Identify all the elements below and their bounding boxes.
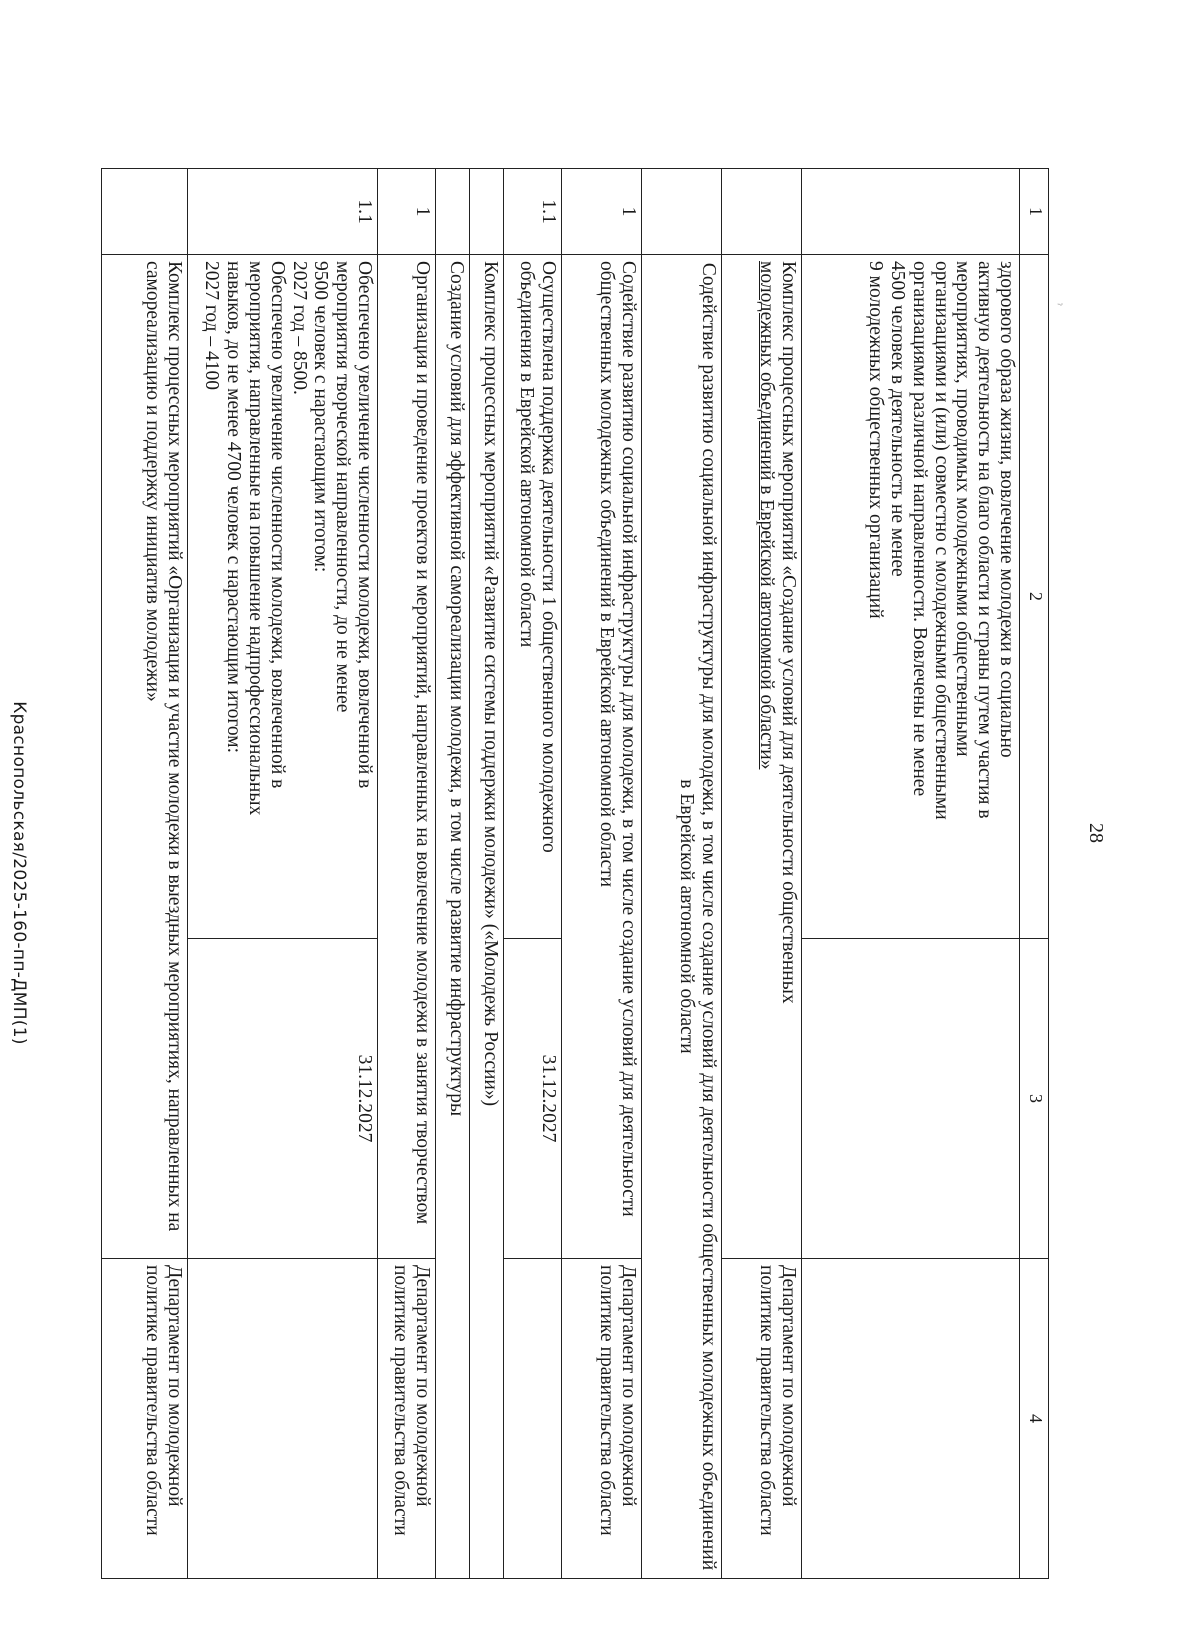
- row-number: [802, 169, 1020, 255]
- text-line: Обеспечено увеличение численности молодежи, вовлеченной в: [266, 261, 288, 789]
- scan-mark: ˀ: [1052, 303, 1063, 306]
- responsible-cell: Департамент по молодежной политике правительства области: [378, 1259, 436, 1579]
- result-text: [188, 255, 378, 939]
- responsible-cell: [504, 1259, 562, 1579]
- result-text: Осуществлена поддержка деятельности 1 общественного молодежного объединения в Еврейской автономной области: [504, 255, 562, 939]
- header-cell: 1: [1020, 169, 1049, 255]
- row-number: [470, 169, 504, 255]
- rotated-page: [9, 168, 1107, 1578]
- text-line: активную деятельность на благо области и страны путем участия в: [974, 261, 996, 819]
- program-title: Комплекс процессных мероприятий «Развитие системы поддержки молодежи» («Молодежь России»): [470, 255, 504, 1579]
- header-cell: 3: [1020, 939, 1049, 1259]
- text-line: организациями и (или) совместно с молодежными общественными: [930, 261, 952, 820]
- row-number: 1: [562, 169, 642, 255]
- task-heading: Создание условий для эффективной самореализации молодежи, в том числе развитие инфраструктуры: [436, 255, 470, 1579]
- header-cell: 2: [1020, 255, 1049, 939]
- text-line: мероприятия, направленные на повышение надпрофессиональных: [244, 261, 266, 816]
- table-row: [722, 169, 802, 1579]
- plan-table: [101, 168, 1049, 1579]
- text-line: 9 молодежных общественных организаций: [865, 261, 887, 619]
- document-footer: Краснопольская/2025-160-пп-ДМП(1): [9, 701, 29, 1045]
- row-number: [722, 169, 802, 255]
- row-number: 1: [378, 169, 436, 255]
- header-cell: 4: [1020, 1259, 1049, 1579]
- table-row: [562, 169, 642, 1579]
- text-line: организациями различной направленности. Вовлечены не менее: [908, 261, 930, 797]
- program-title: Комплекс процессных мероприятий «Организация и участие молодежи в выездных мероприятиях, направленных на самореализацию и поддержку инициатив молодежи»: [102, 255, 188, 1259]
- responsible-cell: Департамент по молодежной политике правительства области: [102, 1259, 188, 1579]
- text-line: 9500 человек с нарастающим итогом:: [310, 261, 332, 573]
- text-line: навыков, до не менее 4700 человек с нарастающим итогом:: [223, 261, 245, 754]
- row-number: 1.1: [188, 169, 378, 255]
- measure-text: Содействие развитию социальной инфраструктуры для молодежи, в том числе создание условий для деятельности общественных молодежных объединений в Еврейской автономной области: [562, 255, 642, 1259]
- text-line: здорового образа жизни, вовлечение молодежи в социально: [996, 261, 1017, 758]
- responsible-cell: Департамент по молодежной политике правительства области: [562, 1259, 642, 1579]
- row-number: [642, 169, 722, 255]
- table-row: [378, 169, 436, 1579]
- table-row: [188, 169, 378, 1579]
- deadline-cell: 31.12.2027: [504, 939, 562, 1259]
- table-row: [802, 169, 1020, 1579]
- table-row: [642, 169, 722, 1579]
- text-line: Комплекс процессных мероприятий «Создание условий для деятельности общественных: [778, 261, 799, 1004]
- table-row: [470, 169, 504, 1579]
- header-row: [1020, 169, 1049, 1579]
- text-line: мероприятия творческой направленности, до не менее: [332, 261, 354, 713]
- table-row: [436, 169, 470, 1579]
- responsible-cell: [188, 1259, 378, 1579]
- deadline-cell: [802, 939, 1020, 1259]
- result-text: [802, 255, 1020, 939]
- measure-text: Организация и проведение проектов и мероприятий, направленных на вовлечение молодежи в занятия творчеством: [378, 255, 436, 1259]
- task-heading: Содействие развитию социальной инфраструктуры для молодежи, в том числе создание условий для деятельности общественных молодежных объединений в Еврейской автономной области: [642, 255, 722, 1579]
- responsible-cell: [802, 1259, 1020, 1579]
- table-row: [102, 169, 188, 1579]
- row-number: [102, 169, 188, 255]
- page-number: 28: [1085, 823, 1107, 843]
- table-row: [504, 169, 562, 1579]
- text-line: Обеспечено увеличение численности молодежи, вовлеченной в: [354, 261, 375, 789]
- text-line: 2027 год – 8500.: [288, 261, 310, 395]
- program-title: [722, 255, 802, 1259]
- deadline-cell: 31.12.2027: [188, 939, 378, 1259]
- text-line: 2027 год – 4100: [201, 261, 223, 390]
- row-number: 1.1: [504, 169, 562, 255]
- row-number: [436, 169, 470, 255]
- responsible-cell: Департамент по молодежной политике правительства области: [722, 1259, 802, 1579]
- text-line: мероприятиях, проводимых молодежными общественными: [952, 261, 974, 757]
- text-line: молодежных объединений в Еврейской автономной области»: [756, 261, 778, 770]
- text-line: 4500 человек в деятельность не менее: [886, 261, 908, 577]
